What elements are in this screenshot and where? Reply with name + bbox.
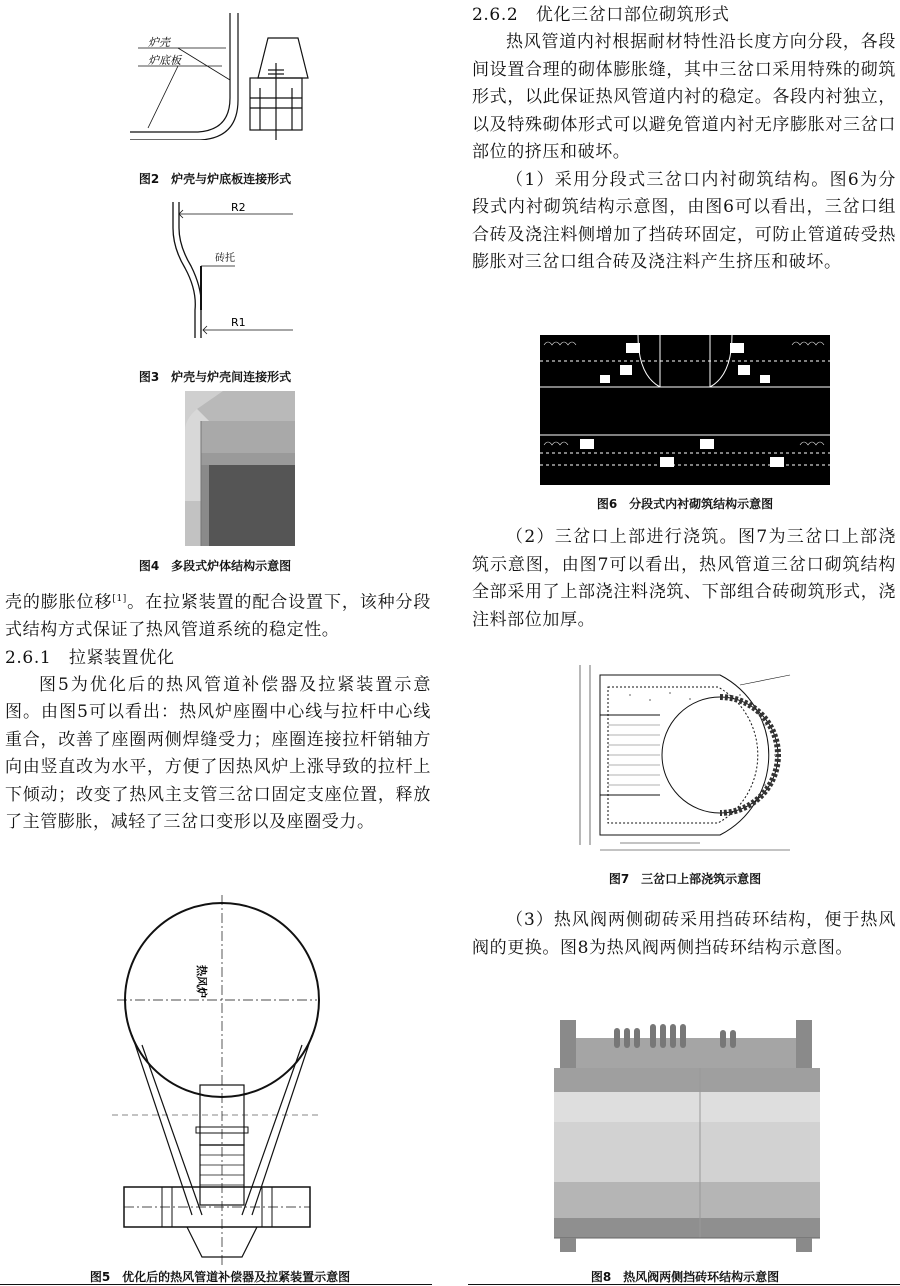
figure-3 xyxy=(155,198,295,340)
right-bottom-rule xyxy=(468,1284,900,1285)
figure-3-caption: 图3 炉壳与炉壳间连接形式 xyxy=(138,370,292,384)
figure-8-render xyxy=(550,1008,830,1260)
paragraph-continuation xyxy=(5,586,431,645)
left-bottom-rule xyxy=(0,1284,432,1285)
left-text-block xyxy=(5,586,431,837)
paragraph-2-6-1: 图5为优化后的热风管道补偿器及拉紧装置示意图。由图5可以看出：热风炉座圈中心线与拉杆中心线重合，改善了座圈两侧焊缝受力；座圈连接拉杆销轴方向由竖直改为水平，方便了因热风炉上涨导致的拉杆上下倾动；改变了热风主支管三岔口固定支座位置，释放了主管膨胀，减轻了三岔口变形以及座圈受力。 xyxy=(5,674,431,833)
figure-5 xyxy=(112,895,322,1265)
paragraph-2-6-2: 热风管道内衬根据耐材特性沿长度方向分段，各段间设置合理的砌体膨胀缝，其中三岔口采用特殊的砌筑形式，以此保证热风管道内衬的稳定。各段内衬独立，以及特殊砌体形式可以避免管道内衬无序膨胀对三岔口部位的挤压和破坏。 xyxy=(472,32,896,162)
right-text-block-top xyxy=(472,2,896,277)
right-text-block-bottom xyxy=(472,907,896,962)
label-brick-support: 砖托 xyxy=(215,253,235,264)
citation-ref: [1] xyxy=(112,594,127,604)
label-hot-blast-furnace: 热风炉 xyxy=(195,965,208,998)
figure-8-caption: 图8 热风阀两侧挡砖环结构示意图 xyxy=(590,1270,780,1284)
figure-5-caption: 图5 优化后的热风管道补偿器及拉紧装置示意图 xyxy=(89,1270,351,1284)
figure-4-render xyxy=(185,391,295,546)
figure-2-drawing xyxy=(118,8,318,140)
figure-7-caption: 图7 三岔口上部浇筑示意图 xyxy=(608,872,762,886)
figure-4 xyxy=(185,391,295,546)
figure-6-drawing xyxy=(540,335,830,485)
figure-6-caption: 图6 分段式内衬砌筑结构示意图 xyxy=(596,497,774,511)
figure-4-caption: 图4 多段式炉体结构示意图 xyxy=(138,559,292,573)
figure-2-caption: 图2 炉壳与炉底板连接形式 xyxy=(138,172,292,186)
label-shell: 炉壳 xyxy=(148,36,170,49)
section-heading-2-6-2: 2.6.2 优化三岔口部位砌筑形式 xyxy=(472,5,730,25)
label-r1: R1 xyxy=(231,316,246,329)
right-text-block-middle xyxy=(472,524,896,634)
paragraph-item-1: （1）采用分段式三岔口内衬砌筑结构。图6为分段式内衬砌筑结构示意图，由图6可以看出，三岔口组合砖及浇注料侧增加了挡砖环固定，可防止管道砖受热膨胀对三岔口组合砖及浇注料产生挤压和破坏。 xyxy=(472,169,896,272)
figure-3-drawing xyxy=(155,198,295,340)
figure-6 xyxy=(540,335,830,485)
label-r2: R2 xyxy=(231,201,246,214)
paragraph-item-2: （2）三岔口上部进行浇筑。图7为三岔口上部浇筑示意图，由图7可以看出，热风管道三岔口砌筑结构全部采用了上部浇注料浇筑、下部组合砖砌筑形式，浇注料部位加厚。 xyxy=(472,527,896,630)
figure-7 xyxy=(560,655,805,855)
section-heading-2-6-1: 2.6.1 拉紧装置优化 xyxy=(5,647,175,668)
figure-8 xyxy=(550,1008,830,1260)
paragraph-item-3: （3）热风阀两侧砌砖采用挡砖环结构，便于热风阀的更换。图8为热风阀两侧挡砖环结构示意图。 xyxy=(472,910,896,958)
label-bottom-plate: 炉底板 xyxy=(148,54,181,67)
figure-7-drawing xyxy=(560,655,805,855)
figure-2 xyxy=(118,8,318,140)
paragraph-continuation-after-ref: 。在拉紧装置的配合设置下，该种分段式结构方式保证了热风管道系统的稳定性。 xyxy=(5,592,431,641)
paragraph-continuation-before-ref: 壳的膨胀位移 xyxy=(5,592,113,613)
figure-5-drawing xyxy=(112,895,322,1265)
